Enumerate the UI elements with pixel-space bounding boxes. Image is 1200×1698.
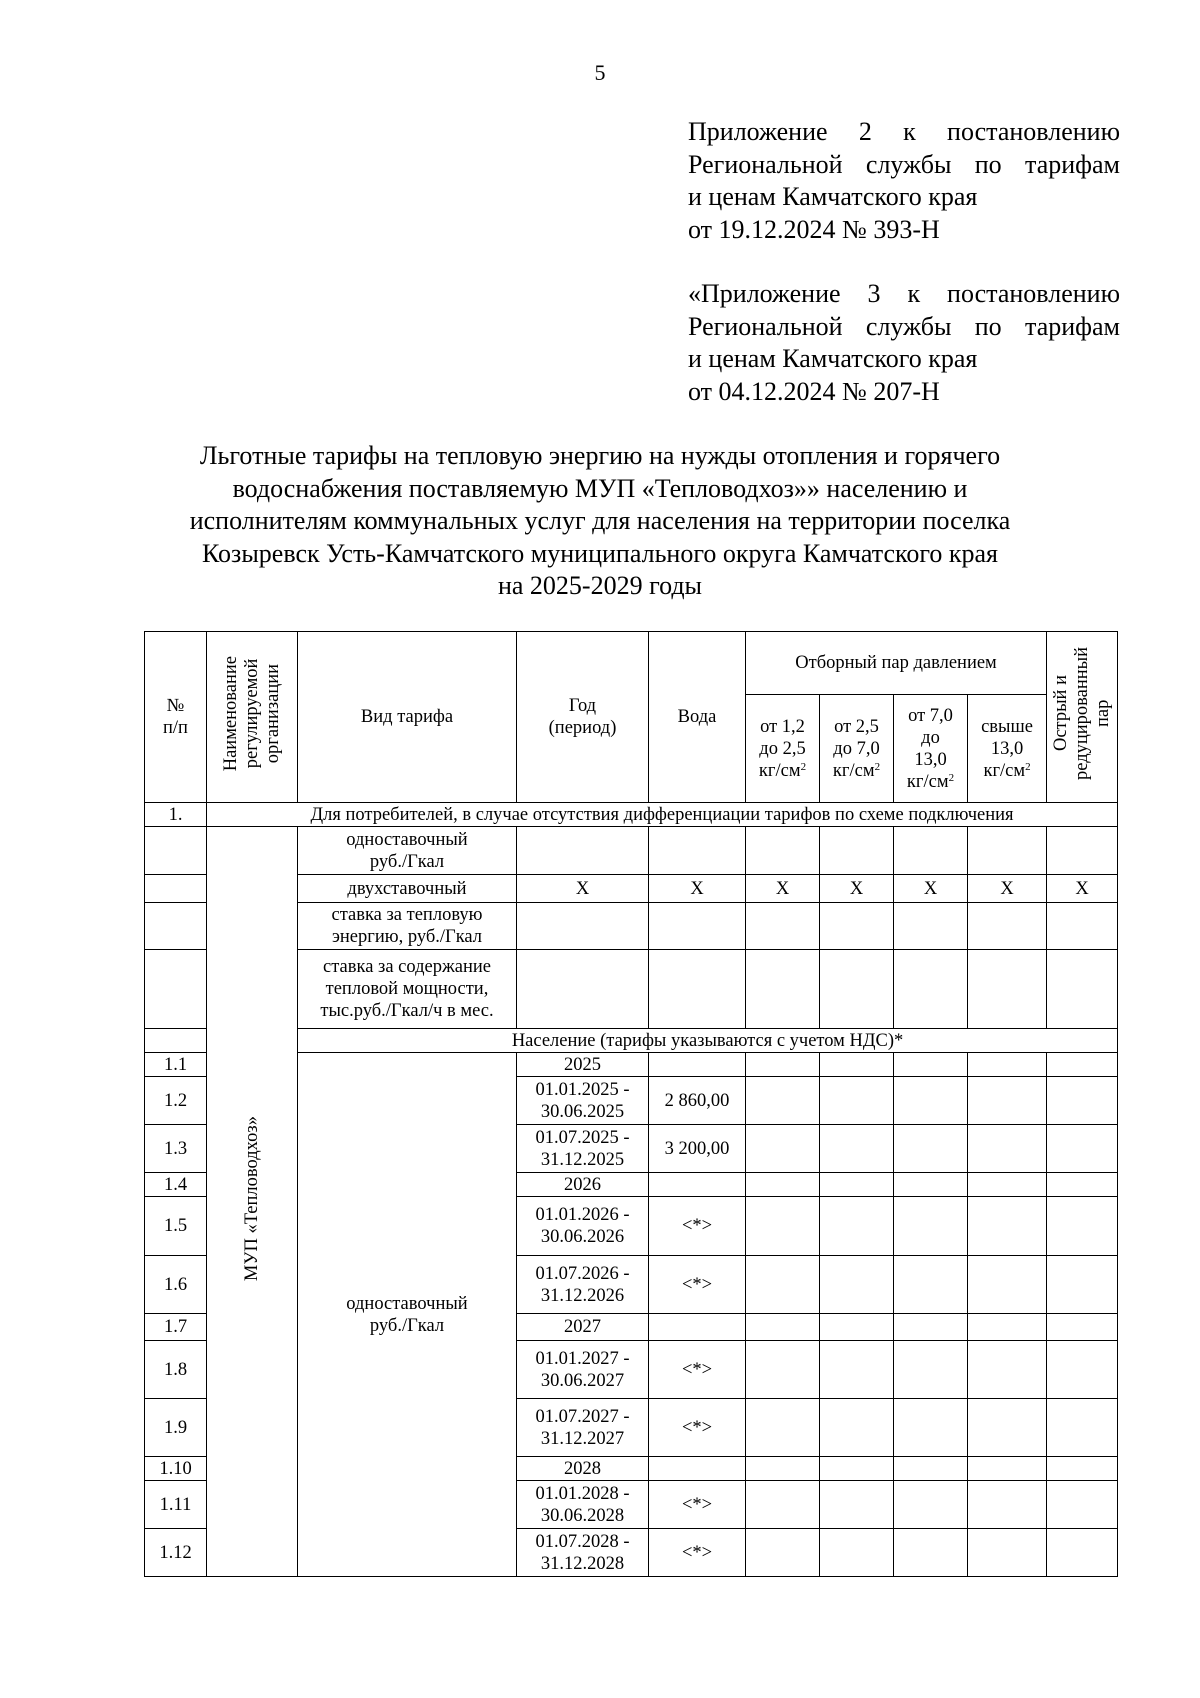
population-label: Население (тарифы указываются с учетом НДС)*: [298, 1029, 1118, 1053]
title-line: Козыревск Усть-Камчатского муниципального округа Камчатского края: [202, 538, 998, 568]
water-value: <*>: [649, 1529, 746, 1577]
appendix-line: и ценам Камчатского края: [688, 182, 978, 211]
period-cell: 01.01.2027 - 30.06.2027: [517, 1341, 649, 1399]
header-tariff-type: Вид тарифа: [298, 632, 517, 803]
population-tariff-type: одноставочный руб./Гкал: [298, 1053, 517, 1577]
row-number: 1.3: [145, 1125, 207, 1173]
tariff-one-rate: одноставочный руб./Гкал: [298, 827, 517, 875]
period-cell: 01.07.2025 - 31.12.2025: [517, 1125, 649, 1173]
water-value: <*>: [649, 1341, 746, 1399]
row-number: 1.7: [145, 1314, 207, 1341]
tariff-energy-rate: ставка за тепловую энергию, руб./Гкал: [298, 903, 517, 950]
header-pressure-3: от 7,0 до 13,0 $кг/см^2$: [894, 695, 968, 803]
x-mark: Х: [746, 875, 820, 903]
header-sharp-steam: Острый и редуцированный пар: [1047, 632, 1118, 803]
row-number: 1.12: [145, 1529, 207, 1577]
document-title: [140, 440, 1060, 603]
period-cell: 01.01.2028 - 30.06.2028: [517, 1481, 649, 1529]
title-line: исполнителям коммунальных услуг для населения на территории поселка: [189, 506, 1011, 535]
period-cell: 01.07.2027 - 31.12.2027: [517, 1399, 649, 1457]
header-pressure-1: от 1,2 до 2,5 $кг/см^2$: [746, 695, 820, 803]
tariff-capacity-rate: ставка за содержание тепловой мощности, тыс.руб./Гкал/ч в мес.: [298, 950, 517, 1029]
section-row: [145, 803, 1118, 827]
row-number: 1.8: [145, 1341, 207, 1399]
row-number: 1.10: [145, 1457, 207, 1481]
header-row: [145, 632, 1118, 695]
header-year: Год (период): [517, 632, 649, 803]
header-organization: Наименование регулируемой организации: [207, 632, 298, 803]
title-line: на 2025-2029 годы: [497, 571, 703, 600]
x-mark: Х: [649, 875, 746, 903]
row-number: 1.4: [145, 1173, 207, 1197]
appendix-line: «Приложение 3 к постановлению: [688, 279, 1120, 308]
section-label: Для потребителей, в случае отсутствия дифференциации тарифов по схеме подключения: [207, 803, 1118, 827]
period-cell: 2026: [517, 1173, 649, 1197]
water-value: <*>: [649, 1197, 746, 1256]
water-value: [649, 1053, 746, 1077]
title-line: Льготные тарифы на тепловую энергию на нужды отопления и горячего: [199, 441, 1001, 470]
header-pressure-4: свыше 13,0 $кг/см^2$: [968, 695, 1047, 803]
table-row: [145, 827, 1118, 875]
water-value: <*>: [649, 1256, 746, 1314]
appendix-line: от 19.12.2024 № 393-Н: [688, 214, 940, 244]
appendix-line: Региональной службы по тарифам: [688, 149, 1120, 179]
period-cell: 01.07.2028 - 31.12.2028: [517, 1529, 649, 1577]
row-number: 1.5: [145, 1197, 207, 1256]
period-cell: 01.01.2025 - 30.06.2025: [517, 1077, 649, 1125]
x-mark: Х: [968, 875, 1047, 903]
tariff-two-rate: двухставочный: [298, 875, 517, 903]
header-number: № п/п: [145, 632, 207, 803]
appendix-line: Приложение 2 к постановлению: [688, 117, 1120, 146]
section-number: 1.: [145, 803, 207, 827]
organization-cell: МУП «Тепловодхоз»: [207, 827, 298, 1577]
row-number: 1.6: [145, 1256, 207, 1314]
tariff-table: [144, 631, 1118, 1577]
period-cell: 01.07.2026 - 31.12.2026: [517, 1256, 649, 1314]
appendix-amended-reference: [688, 278, 1120, 408]
period-cell: 2028: [517, 1457, 649, 1481]
period-cell: 2025: [517, 1053, 649, 1077]
water-value: [649, 1173, 746, 1197]
period-cell: 01.01.2026 - 30.06.2026: [517, 1197, 649, 1256]
water-value: 2 860,00: [649, 1077, 746, 1125]
row-number: 1.9: [145, 1399, 207, 1457]
appendix-current-reference: [688, 116, 1120, 246]
x-mark: Х: [1047, 875, 1118, 903]
appendix-line: и ценам Камчатского края: [688, 344, 978, 373]
x-mark: Х: [820, 875, 894, 903]
header-water: Вода: [649, 632, 746, 803]
page-number: 5: [594, 60, 606, 85]
header-pressure-2: от 2,5 до 7,0 $кг/см^2$: [820, 695, 894, 803]
header-steam-group: Отборный пар давлением: [746, 632, 1047, 695]
appendix-line: Региональной службы по тарифам: [688, 311, 1120, 341]
x-mark: Х: [894, 875, 968, 903]
appendix-line: от 04.12.2024 № 207-Н: [688, 376, 940, 406]
water-value: <*>: [649, 1399, 746, 1457]
row-number: 1.2: [145, 1077, 207, 1125]
x-mark: Х: [517, 875, 649, 903]
water-value: [649, 1457, 746, 1481]
row-number: 1.1: [145, 1053, 207, 1077]
title-line: водоснабжения поставляемую МУП «Тепловодхоз»» населению и: [232, 473, 968, 503]
water-value: <*>: [649, 1481, 746, 1529]
row-number: 1.11: [145, 1481, 207, 1529]
water-value: [649, 1314, 746, 1341]
period-cell: 2027: [517, 1314, 649, 1341]
water-value: 3 200,00: [649, 1125, 746, 1173]
